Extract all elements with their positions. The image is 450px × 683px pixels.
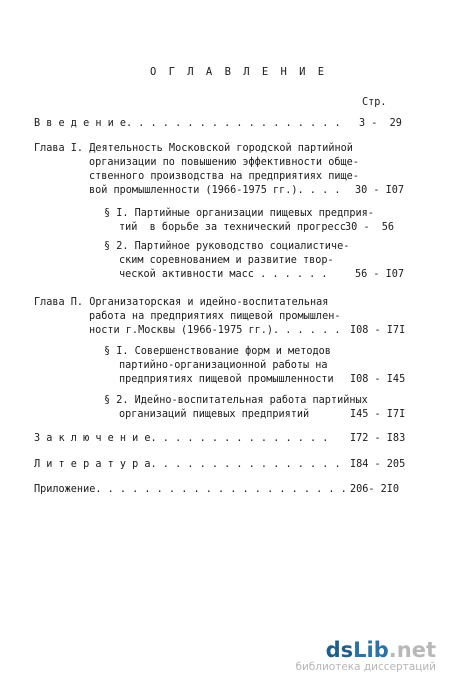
- toc-chapter2-pages: I08 - I7I: [350, 325, 406, 336]
- toc-chapter1-line: вой промышленности (1966-1975 гг.). . . .: [89, 185, 341, 196]
- toc-section-1-2-line: ским соревнованием и развитие твор-: [119, 255, 334, 266]
- toc-entry-conclusion-pages: I72 - I83: [350, 433, 406, 444]
- toc-chapter1-line: организации по повышению эффективности обще-: [89, 157, 359, 168]
- toc-entry-conclusion: З а к л ю ч е н и е. . . . . . . . . . . . . . .: [34, 433, 329, 444]
- toc-entry-literature-pages: I84 - 205: [350, 459, 406, 470]
- toc-entry-intro-pages: 3 - 29: [359, 118, 402, 129]
- toc-chapter1-line: ственного производства на предприятиях пище-: [89, 171, 359, 182]
- page-column-header: Стр.: [362, 97, 387, 108]
- toc-chapter1-line: Глава I. Деятельность Московской городской партийной: [34, 143, 353, 154]
- dslib-subtitle: библиотека диссертаций: [295, 661, 436, 673]
- toc-section-2-1-line: предприятиях пищевой промышленности: [119, 374, 334, 385]
- toc-chapter2-line: работа на предприятиях пищевой промышлен-: [89, 311, 341, 322]
- toc-section-1-2-line: § 2. Партийное руководство социалистиче-: [104, 241, 350, 252]
- toc-section-2-2-pages: I45 - I7I: [350, 409, 406, 420]
- toc-section-2-1-line: партийно-организационной работы на: [119, 360, 328, 371]
- toc-title: О Г Л А В Л Е Н И Е: [150, 66, 328, 78]
- toc-section-2-1-pages: I08 - I45: [350, 374, 406, 385]
- toc-section-2-1-line: § I. Совершенствование форм и методов: [104, 346, 331, 357]
- toc-entry-literature: Л и т е р а т у р а. . . . . . . . . . . . . . . .: [34, 459, 341, 470]
- toc-chapter2-line: Глава П. Организаторская и идейно-воспитательная: [34, 297, 329, 308]
- toc-entry-appendix: Приложение. . . . . . . . . . . . . . . . . . . . .: [34, 484, 347, 495]
- toc-section-1-1-line: § I. Партийные организации пищевых предприя-: [104, 208, 374, 219]
- dslib-logo: dsLib.net: [325, 638, 436, 662]
- toc-section-2-2-line: организаций пищевых предприятий: [119, 409, 310, 420]
- toc-chapter2-line: ности г.Москвы (1966-1975 гг.). . . . . .: [89, 325, 341, 336]
- toc-chapter1-pages: 30 - I07: [355, 185, 405, 196]
- toc-entry-appendix-pages: 206- 2I0: [350, 484, 400, 495]
- toc-section-1-1-line: тий в борьбе за технический прогресс: [119, 222, 346, 233]
- toc-section-1-2-pages: 56 - I07: [355, 269, 405, 280]
- toc-section-2-2-line: § 2. Идейно-воспитательная работа партийных: [104, 395, 368, 406]
- toc-section-1-2-line: ческой активности масс . . . . . .: [119, 269, 328, 280]
- dslib-watermark[interactable]: [295, 639, 436, 674]
- toc-entry-intro: В в е д е н и е. . . . . . . . . . . . . . . . . .: [34, 118, 341, 129]
- toc-section-1-1-pages: 30 - 56: [345, 222, 395, 233]
